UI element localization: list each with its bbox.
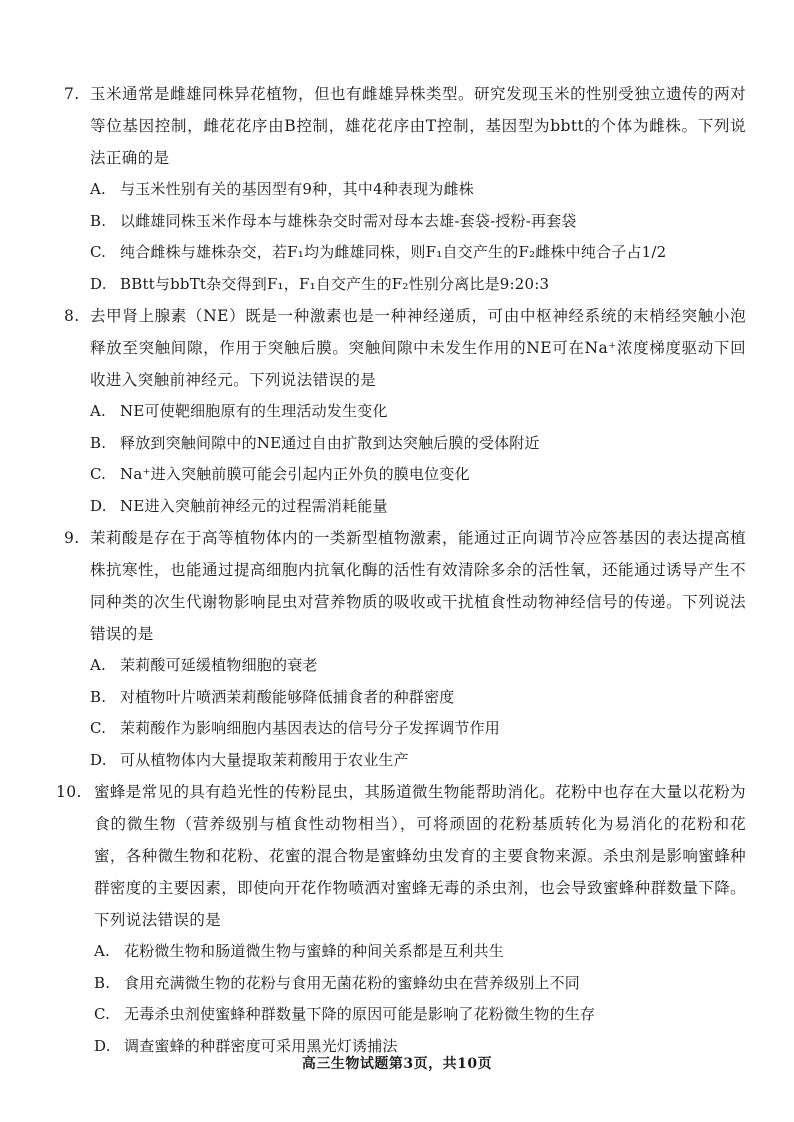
question-7 (64, 78, 746, 300)
question-text: 茉莉酸是存在于高等植物体内的一类新型植物激素，能通过正向调节冷应答基因的表达提高植株抗寒性，也能通过提高细胞内抗氧化酶的活性有效清除多余的活性氧，还能通过诱导产生不同种类的次生代谢物影响昆虫对营养物质的吸收或干扰植食性动物神经信号的传递。下列说法错误的是 (90, 529, 746, 643)
option-letter: B. (90, 211, 107, 230)
option-letter: D. (90, 274, 107, 293)
question-stem (56, 776, 746, 936)
option-text: 食用充满微生物的花粉与食用无菌花粉的蜜蜂幼虫在营养级别上不同 (124, 973, 581, 992)
question-number: 8. (64, 307, 80, 325)
option-letter: C. (90, 243, 107, 261)
option-text: 可从植物体内大量提取茉莉酸用于农业生产 (120, 750, 409, 769)
question-8 (64, 300, 746, 522)
option-letter: C. (90, 719, 107, 737)
option-b (94, 968, 746, 1000)
option-d (90, 491, 746, 523)
option-b (90, 682, 746, 714)
option-letter: B. (94, 973, 111, 992)
question-text: 去甲肾上腺素（NE）既是一种激素也是一种神经递质，可由中枢神经系统的末梢经突触小泡释放至突触间隙，作用于突触后膜。突触间隙中未发生作用的NE可在Na⁺浓度梯度驱动下回收进入突触前神经元。下列说法错误的是 (90, 307, 746, 389)
option-list (64, 396, 746, 522)
question-number: 9. (64, 529, 80, 547)
option-letter: A. (90, 180, 107, 198)
option-letter: B. (90, 433, 107, 452)
option-a (90, 396, 746, 428)
option-letter: A. (90, 402, 107, 420)
option-list (64, 936, 746, 1062)
question-stem (64, 522, 746, 650)
option-b (90, 428, 746, 460)
option-d (90, 269, 746, 301)
option-text: 无毒杀虫剂使蜜蜂种群数量下降的原因可能是影响了花粉微生物的生存 (124, 1005, 596, 1023)
option-text: 茉莉酸作为影响细胞内基因表达的信号分子发挥调节作用 (120, 719, 501, 737)
option-text: BBtt与bbTt杂交得到F₁，F₁自交产生的F₂性别分离比是9:20:3 (120, 274, 550, 293)
question-9 (64, 522, 746, 776)
option-letter: C. (90, 465, 107, 483)
option-text: NE进入突触前神经元的过程需消耗能量 (120, 496, 388, 515)
option-letter: D. (94, 1036, 111, 1055)
option-text: NE可使靶细胞原有的生理活动发生变化 (120, 402, 388, 420)
question-10 (56, 776, 746, 1062)
option-list (64, 650, 746, 776)
option-text: 纯合雌株与雄株杂交，若F₁均为雌雄同株，则F₁自交产生的F₂雌株中纯合子占1/2 (120, 243, 667, 261)
option-c (94, 999, 746, 1031)
option-text: 与玉米性别有关的基因型有9种，其中4种表现为雌株 (120, 180, 474, 198)
question-number: 10. (56, 783, 82, 801)
option-text: 以雌雄同株玉米作母本与雄株杂交时需对母本去雄-套袋-授粉-再套袋 (120, 211, 577, 230)
question-stem (64, 300, 746, 396)
option-b (90, 206, 746, 238)
option-list (64, 174, 746, 300)
option-letter: A. (90, 656, 107, 674)
option-c (90, 713, 746, 745)
option-text: 茉莉酸可延缓植物细胞的衰老 (120, 656, 318, 674)
option-letter: D. (90, 750, 107, 769)
option-text: 调查蜜蜂的种群密度可采用黑光灯诱捕法 (124, 1036, 398, 1055)
question-text: 玉米通常是雌雄同株异花植物，但也有雌雄异株类型。研究发现玉米的性别受独立遗传的两对等位基因控制，雌花花序由B控制，雄花花序由T控制，基因型为bbtt的个体为雌株。下列说法正确的是 (90, 85, 746, 167)
option-a (90, 650, 746, 682)
option-letter: B. (90, 687, 107, 706)
option-letter: A. (94, 942, 111, 960)
option-a (94, 936, 746, 968)
option-a (90, 174, 746, 206)
option-text: 释放到突触间隙中的NE通过自由扩散到达突触后膜的受体附近 (120, 433, 540, 452)
option-text: Na⁺进入突触前膜可能会引起内正外负的膜电位变化 (120, 465, 470, 483)
question-stem (64, 78, 746, 174)
option-text: 对植物叶片喷洒茉莉酸能够降低捕食者的种群密度 (120, 687, 455, 706)
option-d (90, 745, 746, 777)
option-c (90, 459, 746, 491)
option-c (90, 237, 746, 269)
question-text: 蜜蜂是常见的具有趋光性的传粉昆虫，其肠道微生物能帮助消化。花粉中也存在大量以花粉为食的微生物（营养级别与植食性动物相当），可将顽固的花粉基质转化为易消化的花粉和花蜜，各种微生物和花粉、花蜜的混合物是蜜蜂幼虫发育的主要食物来源。杀虫剂是影响蜜蜂种群密度的主要因素，即使向开花作物喷洒对蜜蜂无毒的杀虫剂，也会导致蜜蜂种群数量下降。下列说法错误的是 (94, 783, 746, 929)
option-letter: C. (94, 1005, 111, 1023)
option-text: 花粉微生物和肠道微生物与蜜蜂的种间关系都是互利共生 (124, 942, 505, 960)
page-footer: 高三生物试题第3页，共10页 (301, 1056, 493, 1072)
question-number: 7. (64, 85, 80, 103)
option-letter: D. (90, 496, 107, 515)
